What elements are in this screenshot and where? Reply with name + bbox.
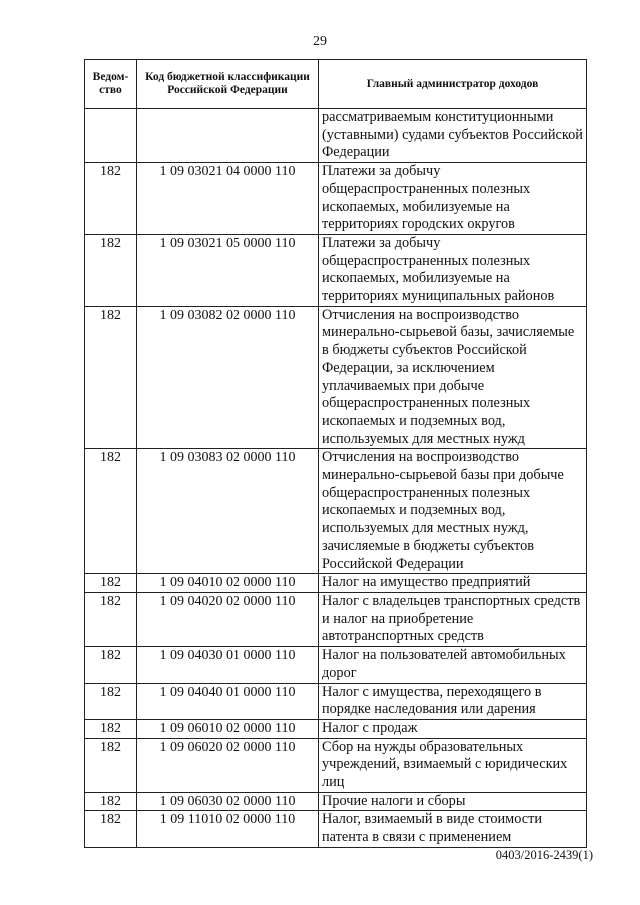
- cell-dept: 182: [85, 234, 137, 306]
- header-admin: Главный администратор доходов: [319, 60, 587, 109]
- header-code: Код бюджетной классификации Российской Федерации: [137, 60, 319, 109]
- cell-description: Налог, взимаемый в виде стоимости патента в связи с применением: [319, 811, 587, 847]
- cell-code: 1 09 04010 02 0000 110: [137, 574, 319, 593]
- table-row: [85, 306, 587, 449]
- cell-code: 1 09 04030 01 0000 110: [137, 647, 319, 683]
- cell-code: 1 09 03021 05 0000 110: [137, 234, 319, 306]
- cell-description: Прочие налоги и сборы: [319, 792, 587, 811]
- table-row: [85, 647, 587, 683]
- header-dept: Ведом-ство: [85, 60, 137, 109]
- cell-code: [137, 109, 319, 163]
- cell-dept: 182: [85, 719, 137, 738]
- cell-code: 1 09 04020 02 0000 110: [137, 592, 319, 646]
- table-row: [85, 449, 587, 574]
- table-row: [85, 109, 587, 163]
- table-row: [85, 163, 587, 235]
- cell-dept: 182: [85, 592, 137, 646]
- cell-dept: [85, 109, 137, 163]
- cell-description: Отчисления на воспроизводство минерально-сырьевой базы при добыче общераспространенных полезных ископаемых и подземных вод, используемых для местных нужд, зачисляемые в бюджеты субъектов Российской Федерации: [319, 449, 587, 574]
- cell-dept: 182: [85, 811, 137, 847]
- cell-description: Налог с имущества, переходящего в порядке наследования или дарения: [319, 683, 587, 719]
- cell-dept: 182: [85, 163, 137, 235]
- cell-dept: 182: [85, 449, 137, 574]
- table-row: [85, 574, 587, 593]
- budget-classification-table: [84, 59, 587, 848]
- cell-code: 1 09 03083 02 0000 110: [137, 449, 319, 574]
- cell-description: Платежи за добычу общераспространенных полезных ископаемых, мобилизуемые на территориях муниципальных районов: [319, 234, 587, 306]
- table-row: [85, 738, 587, 792]
- cell-description: Налог на имущество предприятий: [319, 574, 587, 593]
- cell-code: 1 09 11010 02 0000 110: [137, 811, 319, 847]
- document-code: 0403/2016-2439(1): [495, 848, 593, 862]
- cell-description: Платежи за добычу общераспространенных полезных ископаемых, мобилизуемые на территориях городских округов: [319, 163, 587, 235]
- cell-description: Налог на пользователей автомобильных дорог: [319, 647, 587, 683]
- cell-dept: 182: [85, 306, 137, 449]
- page-number: 29: [313, 34, 327, 49]
- cell-code: 1 09 04040 01 0000 110: [137, 683, 319, 719]
- cell-dept: 182: [85, 574, 137, 593]
- table-header-row: [85, 60, 587, 109]
- table-row: [85, 792, 587, 811]
- cell-code: 1 09 06030 02 0000 110: [137, 792, 319, 811]
- cell-description: Налог с продаж: [319, 719, 587, 738]
- cell-dept: 182: [85, 738, 137, 792]
- cell-code: 1 09 03082 02 0000 110: [137, 306, 319, 449]
- cell-description: рассматриваемым конституционными (уставными) судами субъектов Российской Федерации: [319, 109, 587, 163]
- table-row: [85, 811, 587, 847]
- cell-description: Сбор на нужды образовательных учреждений, взимаемый с юридических лиц: [319, 738, 587, 792]
- table-row: [85, 234, 587, 306]
- cell-code: 1 09 03021 04 0000 110: [137, 163, 319, 235]
- cell-code: 1 09 06020 02 0000 110: [137, 738, 319, 792]
- cell-dept: 182: [85, 792, 137, 811]
- table-row: [85, 683, 587, 719]
- cell-description: Отчисления на воспроизводство минерально-сырьевой базы, зачисляемые в бюджеты субъектов Российской Федерации, за исключением уплачиваемых при добыче общераспространенных полезных ископаемых и подземных вод, используемых для местных нужд: [319, 306, 587, 449]
- table-row: [85, 592, 587, 646]
- cell-code: 1 09 06010 02 0000 110: [137, 719, 319, 738]
- cell-dept: 182: [85, 647, 137, 683]
- cell-description: Налог с владельцев транспортных средств и налог на приобретение автотранспортных средств: [319, 592, 587, 646]
- cell-dept: 182: [85, 683, 137, 719]
- table-row: [85, 719, 587, 738]
